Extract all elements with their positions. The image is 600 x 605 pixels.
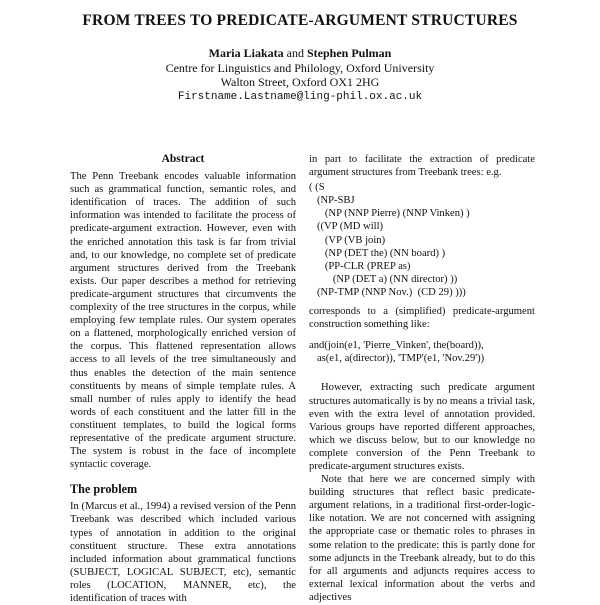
tree-line: (NP (DET the) (NN board) ) [309,247,446,259]
author-2: Stephen Pulman [306,46,392,60]
parse-tree-example [309,181,535,299]
tree-line: (VP (VB join) [309,234,386,246]
author-1: Maria Liakata [208,46,284,60]
note-paragraph: Note that here we are concerned simply with building structures that reflect basic predicate-argument relations, in a traditional first-order-logic-like notation. We are not concerned with assigning the appropriate case or thematic roles to phrases in some relation to the predicate: this is partly done for some adjuncts in the Treebank already, but to do this for all arguments and adjuncts requires access to external lexical information about the verbs and adjectives [309,474,535,603]
author-conjunction: and [286,46,304,60]
corresponds-paragraph: corresponds to a (simplified) predicate-argument construction something like: [309,306,535,331]
however-paragraph: However, extracting such predicate argument structures automatically is by no means a trivial task, even with the extra level of annotation provided. Various groups have reported different approaches, which we discuss below, but to our knowledge no complete conversion of the Penn Treebank to predicate-argument structures exists. [309,382,535,472]
logical-form-line: as(e1, a(director)), 'TMP'(e1, 'Nov.29')) [309,353,485,365]
logical-form-line: and(join(e1, 'Pierre_Vinken', the(board)), [309,340,484,352]
affiliation: Centre for Linguistics and Philology, Oxford University [165,60,435,75]
abstract-heading: Abstract [161,153,205,165]
paper-title: FROM TREES TO PREDICATE-ARGUMENT STRUCTURES [82,12,518,29]
logical-form-example [309,339,535,365]
right-column [309,153,535,604]
author-block [0,46,600,104]
tree-line: (NP-SBJ [309,195,355,207]
tree-line: (NP-TMP (NNP Nov.) (CD 29) ))) [309,286,466,298]
tree-line: ((VP (MD will) [309,221,384,233]
tree-line: (NP (NNP Pierre) (NNP Vinken) ) [309,208,470,220]
email: Firstname.Lastname@ling-phil.ox.ac.uk [177,90,423,103]
abstract-text: The Penn Treebank encodes valuable information such as grammatical function, semantic roles, and identification of traces. The addition of such information was intended to facilitate the process of predicate-argument extraction. However, even with the enriched annotation this task is far from trivial and, to our knowledge, no complete set of predicate argument structures derived from the Treebank exists. Our paper describes a method for retrieving predicate-argument structures that circumvents the complexity of the tree structures in the corpus, while employing few template rules. Our system operates on a flattened, morphologically enriched version of the corpus. This flattened representation allows access to all levels of the tree simultaneously and thus enables the detection of the main sentence constituents by means of simple template rules. A small number of rules apply to identify the head words of each constituent and the latter fill in the constituent templates, to build the logical forms representative of the predicate argument structure. The system is robust in the face of incomplete syntactic coverage. [70,171,296,471]
problem-paragraph: In (Marcus et al., 1994) a revised version of the Penn Treebank was described which included various types of annotation in addition to the original constituent structure. These extra annotations included information about grammatical functions (SUBJECT, LOGICAL SUBJECT, etc), semantic roles (LOCATION, MANNER, etc), the identification of traces with [70,501,296,604]
tree-line: ( (S [309,182,325,194]
author-names [0,46,600,61]
section-heading-problem: The problem [70,482,138,497]
tree-line: (PP-CLR (PREP as) [309,260,411,272]
left-column [70,153,296,605]
address: Walton Street, Oxford OX1 2HG [220,75,380,89]
tree-line: (NP (DET a) (NN director) )) [309,273,458,285]
intro-paragraph: in part to facilitate the extraction of predicate argument structures from Treebank trees: e.g. [309,154,535,179]
